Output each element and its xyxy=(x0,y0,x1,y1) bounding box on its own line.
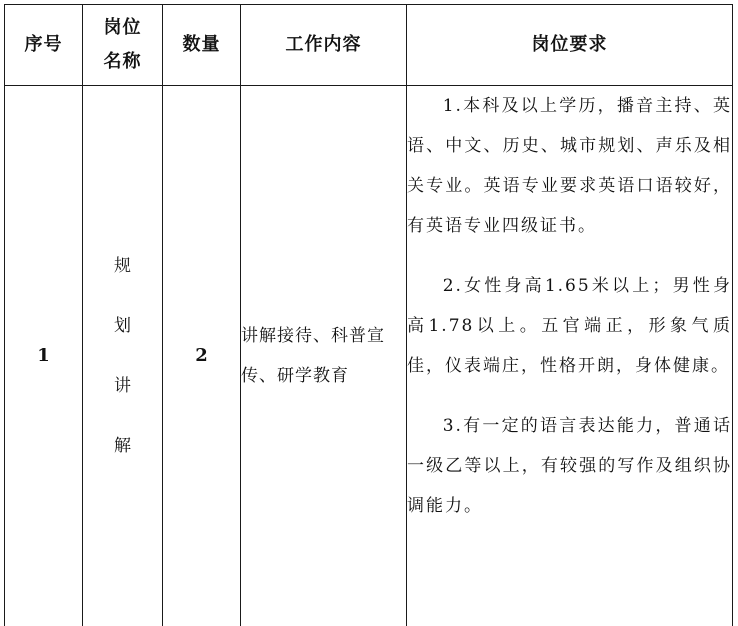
requirement-item: 2.女性身高1.65米以上；男性身高1.78以上。五官端正，形象气质佳，仪表端庄，性格开朗，身体健康。 xyxy=(407,276,732,376)
requirement-item: 1.本科及以上学历，播音主持、英语、中文、历史、城市规划、声乐及相关专业。英语专业要求英语口语较好，有英语专业四级证书。 xyxy=(407,96,732,236)
position-name-char: 规 xyxy=(114,255,131,276)
seq-value: 1 xyxy=(37,345,50,367)
cell-seq xyxy=(5,86,83,626)
requirement-item: 3.有一定的语言表达能力，普通话一级乙等以上，有较强的写作及组织协调能力。 xyxy=(407,416,732,516)
position-name-char: 讲 xyxy=(114,375,131,396)
position-name-char: 划 xyxy=(114,315,131,336)
cell-requirements xyxy=(407,86,733,626)
job-table xyxy=(4,4,733,626)
position-name-char: 解 xyxy=(114,435,131,456)
quantity-value: 2 xyxy=(195,345,208,367)
position-name xyxy=(83,248,162,464)
work-content: 讲解接待、科普宣传、研学教育 xyxy=(241,86,407,626)
table-header-row xyxy=(5,5,733,86)
header-requirements: 岗位要求 xyxy=(407,5,733,86)
header-name xyxy=(83,5,163,86)
header-name-text: 岗位名称 xyxy=(103,16,142,72)
cell-name xyxy=(83,86,163,626)
header-work: 工作内容 xyxy=(241,5,407,86)
header-quantity: 数量 xyxy=(163,5,241,86)
table-row xyxy=(5,86,733,626)
cell-quantity xyxy=(163,86,241,626)
header-seq: 序号 xyxy=(5,5,83,86)
